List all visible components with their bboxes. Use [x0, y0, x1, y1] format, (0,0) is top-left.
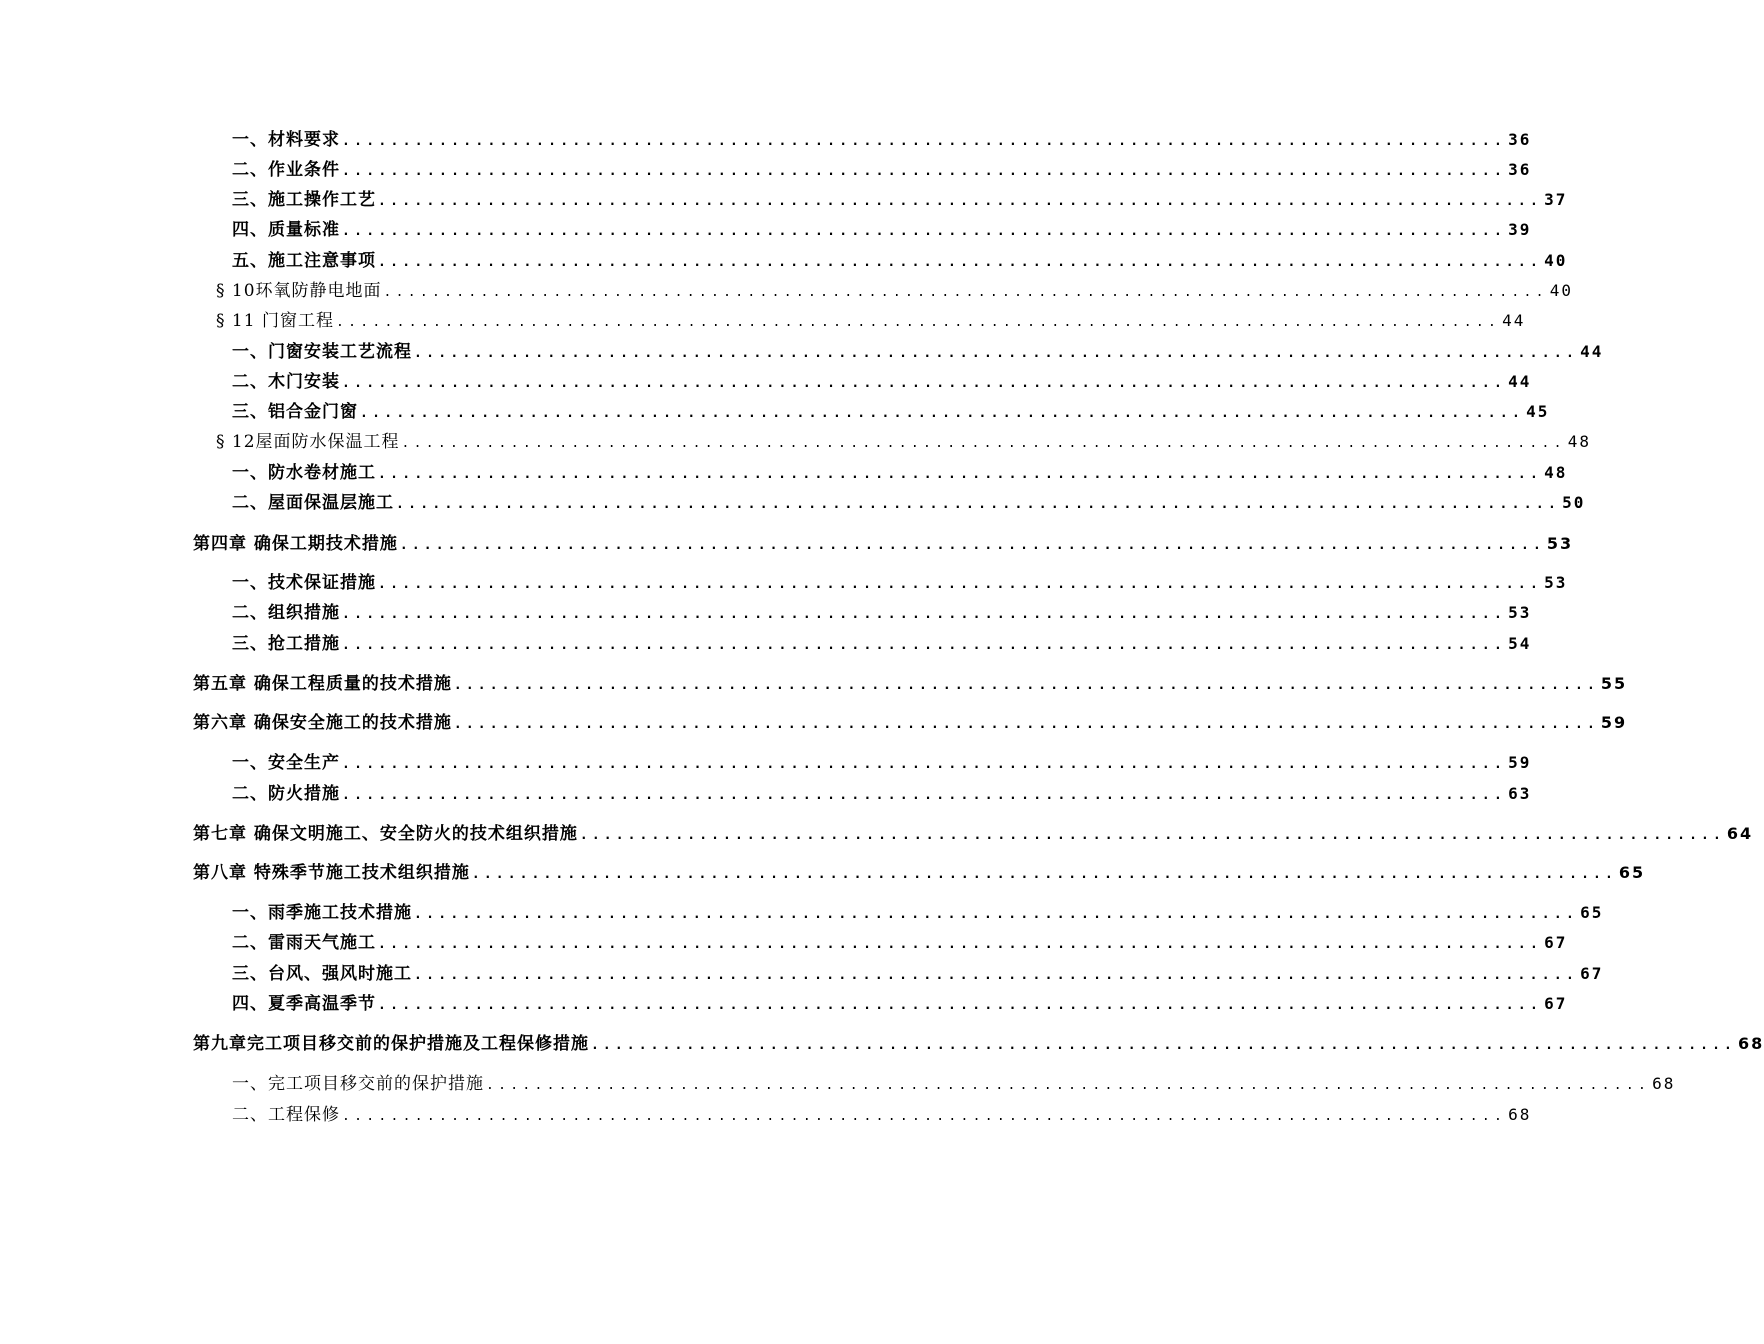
toc-chapter-entry[interactable]	[193, 861, 1646, 885]
toc-entry-page: 59	[1508, 753, 1532, 772]
toc-entry-page: 48	[1544, 463, 1568, 482]
toc-dot-leader: ................................................................................................	[579, 828, 1725, 843]
toc-dot-leader: ................................................................................................	[342, 224, 1507, 239]
toc-dot-leader: ................................................................................................	[342, 164, 1507, 179]
toc-entry-title: 四、夏季高温季节	[232, 994, 376, 1014]
toc-entry-title: 第四章 确保工期技术措施	[193, 534, 398, 554]
toc-entry[interactable]	[232, 601, 1532, 625]
toc-entry-title: 一、门窗安装工艺流程	[232, 342, 412, 362]
toc-entry-title: 二、雷雨天气施工	[232, 933, 376, 953]
toc-entry-page: 44	[1580, 342, 1604, 361]
toc-entry-page: 53	[1508, 603, 1532, 622]
toc-entry-title: 第八章 特殊季节施工技术组织措施	[193, 863, 470, 883]
toc-entry[interactable]	[232, 491, 1586, 515]
toc-entry-title: 第五章 确保工程质量的技术措施	[193, 674, 452, 694]
toc-dot-leader: ................................................................................................	[383, 285, 1548, 300]
toc-entry[interactable]	[232, 1103, 1532, 1127]
toc-dot-leader: ................................................................................................	[378, 577, 1543, 592]
toc-entry-page: 54	[1508, 634, 1532, 653]
toc-dot-leader: ................................................................................................	[378, 194, 1543, 209]
toc-entry[interactable]	[232, 901, 1604, 925]
toc-entry-title: 一、安全生产	[232, 753, 340, 773]
toc-entry[interactable]	[216, 430, 1591, 454]
toc-dot-leader: ................................................................................................	[342, 134, 1507, 149]
toc-entry-title: 第九章完工项目移交前的保护措施及工程保修措施	[193, 1034, 589, 1054]
toc-entry-page: 67	[1544, 933, 1568, 952]
toc-dot-leader: ................................................................................................	[342, 1109, 1507, 1124]
toc-entry-title: 二、屋面保温层施工	[232, 493, 394, 513]
toc-entry-title: 一、材料要求	[232, 130, 340, 150]
toc-entry[interactable]	[232, 340, 1604, 364]
toc-entry[interactable]	[232, 400, 1550, 424]
toc-entry-page: 59	[1600, 713, 1628, 732]
toc-entry-title: 三、施工操作工艺	[232, 190, 376, 210]
toc-entry-title: § 10环氧防静电地面	[216, 281, 382, 301]
toc-dot-leader: ................................................................................................	[399, 538, 1545, 553]
toc-entry[interactable]	[232, 782, 1532, 806]
toc-entry-title: 一、防水卷材施工	[232, 463, 376, 483]
toc-entry-title: 二、组织措施	[232, 603, 340, 623]
toc-dot-leader: ................................................................................................	[486, 1078, 1651, 1093]
toc-entry-title: § 12屋面防水保温工程	[216, 432, 400, 452]
toc-entry-title: 一、完工项目移交前的保护措施	[232, 1074, 484, 1094]
toc-entry[interactable]	[232, 571, 1568, 595]
toc-entry-title: 二、木门安装	[232, 372, 340, 392]
toc-dot-leader: ................................................................................................	[378, 255, 1543, 270]
toc-entry-title: 二、作业条件	[232, 160, 340, 180]
toc-entry[interactable]	[232, 962, 1604, 986]
toc-entry-page: 68	[1652, 1074, 1676, 1093]
toc-entry[interactable]	[232, 751, 1532, 775]
toc-dot-leader: ................................................................................................	[414, 346, 1579, 361]
toc-entry-page: 67	[1544, 994, 1568, 1013]
toc-dot-leader: ................................................................................................	[342, 757, 1507, 772]
toc-entry-page: 53	[1546, 534, 1574, 553]
toc-dot-leader: ................................................................................................	[378, 467, 1543, 482]
toc-entry-page: 36	[1508, 130, 1532, 149]
toc-entry-title: 一、技术保证措施	[232, 573, 376, 593]
toc-entry-page: 55	[1600, 674, 1628, 693]
toc-dot-leader: ................................................................................................	[360, 406, 1525, 421]
toc-entry-page: 63	[1508, 784, 1532, 803]
toc-entry-title: 二、防火措施	[232, 784, 340, 804]
toc-chapter-entry[interactable]	[193, 711, 1628, 735]
toc-entry-title: § 11 门窗工程	[216, 311, 334, 331]
toc-chapter-entry[interactable]	[193, 532, 1574, 556]
toc-entry[interactable]	[232, 1072, 1676, 1096]
toc-entry-title: 第七章 确保文明施工、安全防火的技术组织措施	[193, 824, 578, 844]
toc-entry[interactable]	[232, 218, 1532, 242]
toc-entry[interactable]	[232, 188, 1568, 212]
toc-dot-leader: ................................................................................................	[378, 937, 1543, 952]
toc-entry-page: 48	[1567, 432, 1591, 451]
toc-entry-title: 三、抢工措施	[232, 634, 340, 654]
toc-entry-title: 一、雨季施工技术措施	[232, 903, 412, 923]
toc-dot-leader: ................................................................................................	[335, 315, 1501, 330]
toc-dot-leader: ................................................................................................	[414, 907, 1579, 922]
toc-entry-title: 五、施工注意事项	[232, 251, 376, 271]
toc-entry-page: 36	[1508, 160, 1532, 179]
toc-entry-page: 64	[1726, 824, 1754, 843]
toc-entry-title: 三、台风、强风时施工	[232, 964, 412, 984]
toc-dot-leader: ................................................................................................	[471, 867, 1617, 882]
toc-entry-page: 68	[1508, 1105, 1532, 1124]
toc-dot-leader: ................................................................................................	[342, 607, 1507, 622]
toc-entry-page: 68	[1737, 1034, 1764, 1053]
toc-entry-page: 65	[1618, 863, 1646, 882]
toc-entry-page: 65	[1580, 903, 1604, 922]
toc-entry[interactable]	[232, 632, 1532, 656]
toc-chapter-entry[interactable]	[193, 1032, 1764, 1056]
toc-entry-page: 67	[1580, 964, 1604, 983]
toc-chapter-entry[interactable]	[193, 672, 1628, 696]
toc-entry[interactable]	[232, 992, 1568, 1016]
toc-entry[interactable]	[232, 158, 1532, 182]
toc-entry-page: 50	[1562, 493, 1586, 512]
toc-entry[interactable]	[232, 370, 1532, 394]
toc-entry[interactable]	[232, 128, 1532, 152]
toc-entry-page: 39	[1508, 220, 1532, 239]
toc-dot-leader: ................................................................................................	[401, 436, 1566, 451]
toc-entry-title: 三、铝合金门窗	[232, 402, 358, 422]
toc-dot-leader: ................................................................................................	[342, 788, 1507, 803]
toc-entry-page: 37	[1544, 190, 1568, 209]
toc-dot-leader: ................................................................................................	[453, 717, 1599, 732]
toc-dot-leader: ................................................................................................	[342, 376, 1507, 391]
toc-entry-page: 53	[1544, 573, 1568, 592]
toc-entry[interactable]	[232, 931, 1568, 955]
toc-entry-page: 40	[1544, 251, 1568, 270]
toc-dot-leader: ................................................................................................	[378, 998, 1543, 1013]
toc-entry[interactable]	[216, 309, 1526, 333]
toc-entry-title: 四、质量标准	[232, 220, 340, 240]
toc-dot-leader: ................................................................................................	[591, 1038, 1736, 1053]
toc-entry-page: 44	[1502, 311, 1526, 330]
toc-entry[interactable]	[232, 461, 1568, 485]
toc-chapter-entry[interactable]	[193, 822, 1754, 846]
toc-dot-leader: ................................................................................................	[342, 638, 1507, 653]
toc-entry[interactable]	[216, 279, 1573, 303]
toc-entry-page: 40	[1549, 281, 1573, 300]
toc-entry-title: 第六章 确保安全施工的技术措施	[193, 713, 452, 733]
toc-entry-page: 44	[1508, 372, 1532, 391]
toc-entry[interactable]	[232, 249, 1568, 273]
toc-entry-page: 45	[1526, 402, 1550, 421]
toc-entry-title: 二、工程保修	[232, 1105, 340, 1125]
toc-dot-leader: ................................................................................................	[396, 497, 1561, 512]
toc-dot-leader: ................................................................................................	[414, 968, 1579, 983]
toc-dot-leader: ................................................................................................	[453, 678, 1599, 693]
